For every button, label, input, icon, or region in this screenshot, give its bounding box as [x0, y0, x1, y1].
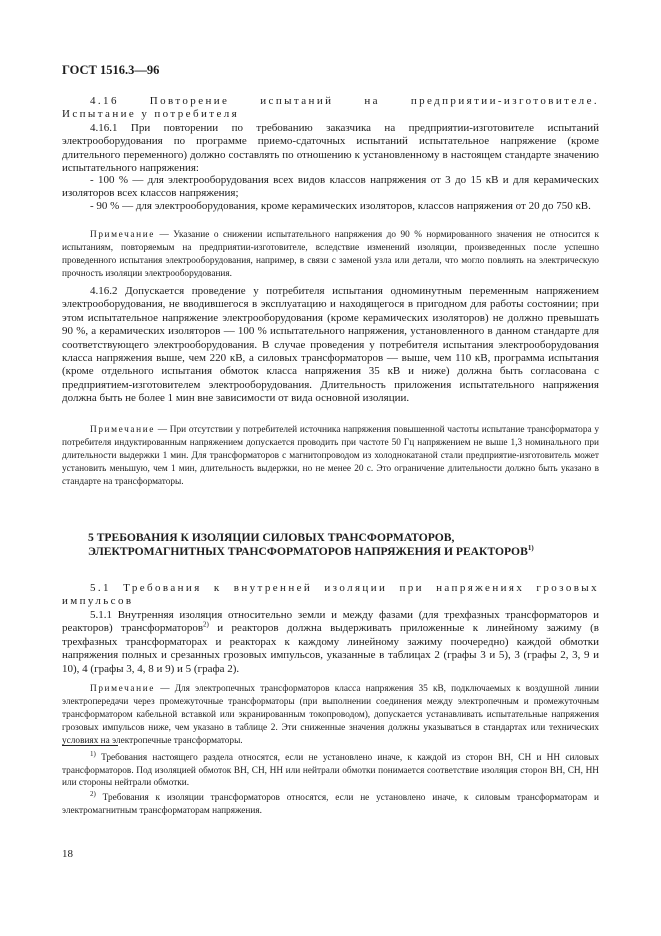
- note-text: — При отсутствии у потребителей источника напряжения повышенной частоты испытание трансформатора у потребителя индуктированным напряжением допускается проводить при частоте 50 Гц напряжением не выше 1,3 номинального при длительности выдержки 1 мин. Для трансформаторов с магнитопроводом из холоднокатаной стали предприятие-изготовитель может установить меньшую, чем 1 мин, длительность выдержки, но не менее 20 с. Это ограничение длительности должно быть указано в стандарте на трансформаторы.: [62, 425, 599, 487]
- subsection-title-line2: Испытание у потребителя: [62, 108, 240, 121]
- note-label: Примечание: [90, 230, 155, 240]
- footnote-text: Требования к изоляции трансформаторов относятся, если не установлено иначе, к силовым трансформаторам и электромагнитным трансформаторам напряжения.: [62, 793, 599, 816]
- subsection-5-1-title: 5.1 Требования к внутренней изоляции при напряжениях грозовых импульсов: [62, 582, 599, 608]
- note-label: Примечание: [90, 684, 155, 694]
- footnote-ref-1: 1): [527, 544, 534, 553]
- page-header: ГОСТ 1516.3—96: [62, 63, 160, 77]
- subsection-title-line1: 4.16 Повторение испытаний на предприятии-изготовителе.: [90, 95, 599, 107]
- page-number: 18: [62, 848, 73, 860]
- paragraph-4-16-1: 4.16.1 При повторении по требованию заказчика на предприятии-изготовителе испытаний электрооборудования по программе приемо-сдаточных испытаний испытательное напряжение (кроме длительного переменного) должно составлять по отношению к установленному в настоящем стандарте значению испытательного напряжения:: [62, 122, 599, 175]
- section-5-title: [88, 531, 588, 559]
- footnote-text: Требования настоящего раздела относятся, если не установлено иначе, к каждой из сторон ВН, СН и НН силовых трансформаторов. Под изоляцией обмоток ВН, СН, НН или нейтрали обмотки понимается соответствие изоляция сторон ВН, СН, НН или стороны нейтрали обмотки.: [62, 753, 599, 789]
- paragraph-text: и реакторов должна выдерживать приложенные к линейному зажиму (в трехфазных трансформаторах и реакторах к каждому линейному зажиму поочередно) каждой обмотки напряжения полных и срезанных грозовых импульсов, указанные в таблицах 2 (графы 3 и 5), 3 (графы 2, 3, 9 и 10), 4 (графы 3, 4, 8 и 9) и 5 (графа 2).: [62, 622, 599, 675]
- paragraph-4-16-2: 4.16.2 Допускается проведение у потребителя испытания одноминутным переменным напряжением электрооборудования, не вводившегося в эксплуатацию и находящегося в пригодном для работы состоянии; при этом испытательное напряжение электрооборудования (кроме керамических изоляторов) не должно превышать 90 %, а керамических изоляторов — 100 % испытательного напряжения, установленного в данном стандарте для соответствующего электрооборудования. В случае проведения у потребителя испытания электрооборудования класса напряжения выше, чем 220 кВ, а силовых трансформаторов — выше, чем 110 кВ, программа испытания (кроме отдельного испытания обмоток класса напряжения 35 кВ и ниже) должна быть согласована с предприятием-изготовителем электрооборудования. Длительность приложения испытательного напряжения должна быть не более 1 мин вне зависимости от вида основной изоляции.: [62, 285, 599, 405]
- note-1: [62, 229, 599, 281]
- footnote-1: [62, 749, 599, 790]
- note-label: Примечание: [90, 425, 155, 435]
- footnote-ref-2: 2): [203, 620, 209, 629]
- footnote-mark: 1): [90, 749, 96, 758]
- section-title-line2: [88, 545, 588, 559]
- paragraph-text: 5.1.1 Внутренняя изоляция относительно земли и между фазами (для трехфазных трансформаторов и реакторов) трансформаторов: [62, 609, 599, 635]
- footnote-divider: [62, 745, 118, 746]
- paragraph-5-1-1: [62, 609, 599, 676]
- list-item-90-percent: - 90 % — для электрооборудования, кроме керамических изоляторов, классов напряжения от 20 до 750 кВ.: [90, 200, 591, 212]
- footnote-2: [62, 789, 599, 817]
- note-text: — Для электропечных трансформаторов класса напряжения 35 кВ, подключаемых к воздушной линии электропередачи через промежуточные трансформаторы (при выполнении соединения между электропечным и промежуточным трансформатором кабельной вставкой или экранированным токопроводом), допускается устанавливать испытательные напряжения грозовых импульсов ниже, чем указано в таблице 2. Эти сниженные значения должны указываться в стандартах или технических условиях на электропечные трансформаторы.: [62, 684, 599, 746]
- section-title-line1: 5 ТРЕБОВАНИЯ К ИЗОЛЯЦИИ СИЛОВЫХ ТРАНСФОРМАТОРОВ,: [88, 531, 455, 544]
- section-title-text: ЭЛЕКТРОМАГНИТНЫХ ТРАНСФОРМАТОРОВ НАПРЯЖЕНИЯ И РЕАКТОРОВ: [88, 545, 528, 558]
- note-text: — Указание о снижении испытательного напряжения до 90 % нормированного значения не относится к испытаниям, повторяемым на предприятии-изготовителе, вследствие изменений изоляции, произведенных после успешно проведенного испытания электрооборудования, например, в связи с заменой узла или детали, что могло повлиять на электрическую прочность изоляции электрооборудования.: [62, 230, 599, 279]
- note-3: [62, 683, 599, 748]
- footnote-mark: 2): [90, 789, 96, 798]
- list-item-100-percent: - 100 % — для электрооборудования всех видов классов напряжения от 3 до 15 кВ и для керамических изоляторов всех классов напряжения;: [62, 174, 599, 200]
- subsection-4-16-title: [62, 95, 599, 122]
- note-2: [62, 424, 599, 489]
